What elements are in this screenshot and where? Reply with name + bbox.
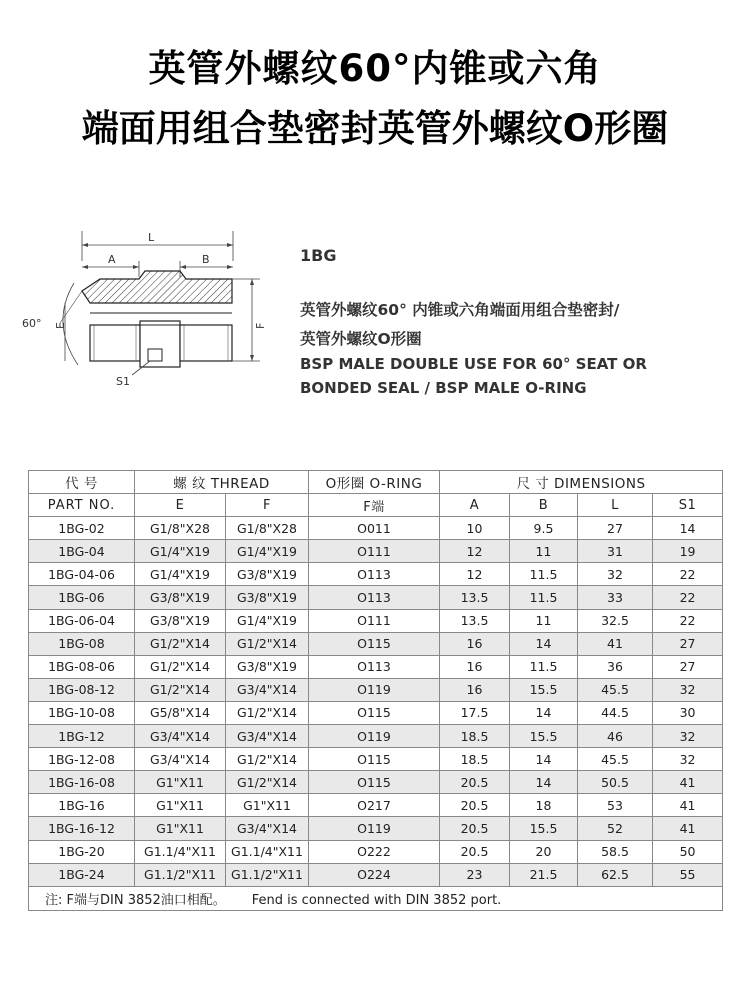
cell-thread-f: G1/2"X14 — [226, 771, 309, 794]
cell-oring-fend: O222 — [309, 840, 440, 863]
note-cn: 注: F端与DIN 3852油口相配。 — [45, 892, 226, 908]
cell-dim-l: 36 — [578, 655, 653, 678]
cell-dim-a: 16 — [440, 655, 510, 678]
header-code: 代 号 — [29, 471, 135, 494]
cell-part-no: 1BG-24 — [29, 863, 135, 886]
cell-dim-a: 12 — [440, 563, 510, 586]
cell-dim-a: 10 — [440, 517, 510, 540]
table-row — [29, 863, 723, 886]
note-en: Fend is connected with DIN 3852 port. — [251, 892, 502, 908]
cell-oring-fend: O115 — [309, 701, 440, 724]
dim-label-b: B — [202, 253, 210, 266]
cell-part-no: 1BG-08 — [29, 632, 135, 655]
cell-dim-l: 58.5 — [578, 840, 653, 863]
dim-label-e: E — [54, 322, 67, 329]
header-f: F — [226, 494, 309, 517]
table-row — [29, 771, 723, 794]
cell-dim-a: 20.5 — [440, 840, 510, 863]
cell-dim-a: 20.5 — [440, 771, 510, 794]
cell-dim-l: 32.5 — [578, 609, 653, 632]
cell-thread-e: G1"X11 — [135, 817, 226, 840]
header-e: E — [135, 494, 226, 517]
cell-part-no: 1BG-08-12 — [29, 678, 135, 701]
cell-part-no: 1BG-04-06 — [29, 563, 135, 586]
cell-part-no: 1BG-12 — [29, 725, 135, 748]
cell-dim-l: 44.5 — [578, 701, 653, 724]
cell-dim-a: 17.5 — [440, 701, 510, 724]
dim-label-l: L — [148, 231, 155, 244]
cell-dim-a: 16 — [440, 678, 510, 701]
table-row — [29, 840, 723, 863]
cell-dim-a: 20.5 — [440, 817, 510, 840]
cell-oring-fend: O111 — [309, 609, 440, 632]
cell-part-no: 1BG-06 — [29, 586, 135, 609]
cell-thread-f: G3/8"X19 — [226, 563, 309, 586]
table-row — [29, 517, 723, 540]
cell-dim-l: 50.5 — [578, 771, 653, 794]
cell-oring-fend: O113 — [309, 586, 440, 609]
cell-dim-s1: 19 — [653, 540, 723, 563]
cell-thread-e: G1"X11 — [135, 794, 226, 817]
cell-thread-e: G1.1/2"X11 — [135, 863, 226, 886]
fitting-drawing — [20, 225, 280, 405]
table-row — [29, 655, 723, 678]
cell-thread-e: G5/8"X14 — [135, 701, 226, 724]
cell-thread-e: G1/2"X14 — [135, 678, 226, 701]
cell-thread-f: G3/8"X19 — [226, 586, 309, 609]
cell-thread-e: G3/8"X19 — [135, 609, 226, 632]
cell-oring-fend: O113 — [309, 563, 440, 586]
header-b: B — [510, 494, 578, 517]
cell-oring-fend: O115 — [309, 632, 440, 655]
table-row — [29, 563, 723, 586]
header-partno: PART NO. — [29, 494, 135, 517]
cell-thread-f: G1/8"X28 — [226, 517, 309, 540]
cell-dim-l: 31 — [578, 540, 653, 563]
cell-dim-b: 11 — [510, 609, 578, 632]
cell-dim-l: 46 — [578, 725, 653, 748]
cell-oring-fend: O011 — [309, 517, 440, 540]
cell-part-no: 1BG-06-04 — [29, 609, 135, 632]
cell-thread-f: G1"X11 — [226, 794, 309, 817]
cell-oring-fend: O224 — [309, 863, 440, 886]
cell-part-no: 1BG-16-12 — [29, 817, 135, 840]
product-desc-en-1: BSP MALE DOUBLE USE FOR 60° SEAT OR — [300, 355, 647, 373]
cell-dim-s1: 27 — [653, 632, 723, 655]
cell-dim-b: 11.5 — [510, 563, 578, 586]
spec-table — [28, 470, 723, 911]
table-row — [29, 748, 723, 771]
cell-dim-l: 62.5 — [578, 863, 653, 886]
product-desc-cn-1: 英管外螺纹60° 内锥或六角端面用组合垫密封/ — [300, 301, 620, 319]
cell-thread-e: G3/8"X19 — [135, 586, 226, 609]
cell-dim-l: 41 — [578, 632, 653, 655]
angle-label: 60° — [22, 317, 42, 330]
cell-dim-s1: 30 — [653, 701, 723, 724]
cell-oring-fend: O119 — [309, 725, 440, 748]
cell-dim-a: 16 — [440, 632, 510, 655]
product-desc-cn-2: 英管外螺纹O形圈 — [300, 330, 422, 348]
cell-part-no: 1BG-16 — [29, 794, 135, 817]
cell-thread-e: G1.1/4"X11 — [135, 840, 226, 863]
cell-thread-f: G3/8"X19 — [226, 655, 309, 678]
table-row — [29, 701, 723, 724]
cell-dim-b: 14 — [510, 632, 578, 655]
cell-dim-l: 27 — [578, 517, 653, 540]
cell-thread-f: G1/2"X14 — [226, 748, 309, 771]
cell-oring-fend: O113 — [309, 655, 440, 678]
cell-part-no: 1BG-02 — [29, 517, 135, 540]
table-row — [29, 586, 723, 609]
header-fend: F端 — [309, 494, 440, 517]
table-note — [29, 886, 723, 910]
cell-thread-f: G3/4"X14 — [226, 678, 309, 701]
cell-part-no: 1BG-10-08 — [29, 701, 135, 724]
cell-thread-f: G1/4"X19 — [226, 540, 309, 563]
cell-dim-s1: 50 — [653, 840, 723, 863]
header-oring: O形圈 O-RING — [309, 471, 440, 494]
dim-label-f: F — [254, 322, 267, 329]
cell-dim-b: 20 — [510, 840, 578, 863]
cell-dim-b: 21.5 — [510, 863, 578, 886]
cell-dim-b: 15.5 — [510, 817, 578, 840]
cell-thread-e: G1/4"X19 — [135, 563, 226, 586]
cell-dim-s1: 41 — [653, 794, 723, 817]
header-l: L — [578, 494, 653, 517]
cell-oring-fend: O115 — [309, 748, 440, 771]
cell-dim-l: 45.5 — [578, 748, 653, 771]
cell-thread-e: G1/4"X19 — [135, 540, 226, 563]
cell-dim-s1: 27 — [653, 655, 723, 678]
cell-thread-e: G3/4"X14 — [135, 725, 226, 748]
table-row — [29, 794, 723, 817]
cell-oring-fend: O119 — [309, 817, 440, 840]
cell-part-no: 1BG-20 — [29, 840, 135, 863]
cell-dim-b: 11 — [510, 540, 578, 563]
cell-thread-e: G1"X11 — [135, 771, 226, 794]
cell-dim-a: 12 — [440, 540, 510, 563]
table-row — [29, 632, 723, 655]
cell-dim-l: 45.5 — [578, 678, 653, 701]
cell-thread-e: G1/2"X14 — [135, 632, 226, 655]
cell-thread-e: G1/2"X14 — [135, 655, 226, 678]
cell-dim-a: 18.5 — [440, 725, 510, 748]
cell-dim-l: 52 — [578, 817, 653, 840]
header-s1: S1 — [653, 494, 723, 517]
product-desc-en-2: BONDED SEAL / BSP MALE O-RING — [300, 379, 587, 397]
cell-part-no: 1BG-16-08 — [29, 771, 135, 794]
table-row — [29, 540, 723, 563]
cell-dim-s1: 41 — [653, 771, 723, 794]
cell-oring-fend: O217 — [309, 794, 440, 817]
cell-dim-b: 18 — [510, 794, 578, 817]
cell-thread-f: G3/4"X14 — [226, 817, 309, 840]
cell-dim-b: 15.5 — [510, 725, 578, 748]
page-title-line1: 英管外螺纹60°内锥或六角 — [148, 47, 602, 90]
cell-dim-a: 20.5 — [440, 794, 510, 817]
cell-part-no: 1BG-08-06 — [29, 655, 135, 678]
dim-label-s1: S1 — [116, 375, 130, 388]
cell-oring-fend: O115 — [309, 771, 440, 794]
table-row — [29, 609, 723, 632]
cell-dim-l: 53 — [578, 794, 653, 817]
cell-dim-b: 15.5 — [510, 678, 578, 701]
cell-part-no: 1BG-12-08 — [29, 748, 135, 771]
header-a: A — [440, 494, 510, 517]
product-model: 1BG — [300, 246, 337, 265]
cell-dim-l: 32 — [578, 563, 653, 586]
cell-oring-fend: O119 — [309, 678, 440, 701]
header-thread: 螺 纹 THREAD — [135, 471, 309, 494]
cell-oring-fend: O111 — [309, 540, 440, 563]
cell-dim-s1: 32 — [653, 748, 723, 771]
cell-dim-a: 23 — [440, 863, 510, 886]
table-row — [29, 817, 723, 840]
cell-dim-b: 14 — [510, 701, 578, 724]
cell-thread-e: G3/4"X14 — [135, 748, 226, 771]
cell-dim-b: 11.5 — [510, 655, 578, 678]
cell-dim-s1: 41 — [653, 817, 723, 840]
cell-dim-a: 13.5 — [440, 586, 510, 609]
cell-dim-s1: 14 — [653, 517, 723, 540]
cell-thread-f: G1/2"X14 — [226, 632, 309, 655]
cell-dim-a: 13.5 — [440, 609, 510, 632]
cell-dim-s1: 55 — [653, 863, 723, 886]
cell-thread-e: G1/8"X28 — [135, 517, 226, 540]
cell-thread-f: G1/2"X14 — [226, 701, 309, 724]
cell-thread-f: G1/4"X19 — [226, 609, 309, 632]
cell-dim-a: 18.5 — [440, 748, 510, 771]
cell-dim-s1: 22 — [653, 609, 723, 632]
cell-dim-l: 33 — [578, 586, 653, 609]
cell-dim-b: 9.5 — [510, 517, 578, 540]
dim-label-a: A — [108, 253, 116, 266]
cell-dim-s1: 22 — [653, 586, 723, 609]
cell-dim-b: 14 — [510, 771, 578, 794]
header-dimensions: 尺 寸 DIMENSIONS — [440, 471, 723, 494]
cell-dim-s1: 32 — [653, 678, 723, 701]
cell-dim-b: 11.5 — [510, 586, 578, 609]
cell-part-no: 1BG-04 — [29, 540, 135, 563]
cell-thread-f: G3/4"X14 — [226, 725, 309, 748]
table-row — [29, 725, 723, 748]
cell-dim-s1: 22 — [653, 563, 723, 586]
cell-dim-s1: 32 — [653, 725, 723, 748]
table-row — [29, 678, 723, 701]
cell-dim-b: 14 — [510, 748, 578, 771]
cell-thread-f: G1.1/4"X11 — [226, 840, 309, 863]
cell-thread-f: G1.1/2"X11 — [226, 863, 309, 886]
page-title-line2: 端面用组合垫密封英管外螺纹O形圈 — [81, 107, 669, 150]
